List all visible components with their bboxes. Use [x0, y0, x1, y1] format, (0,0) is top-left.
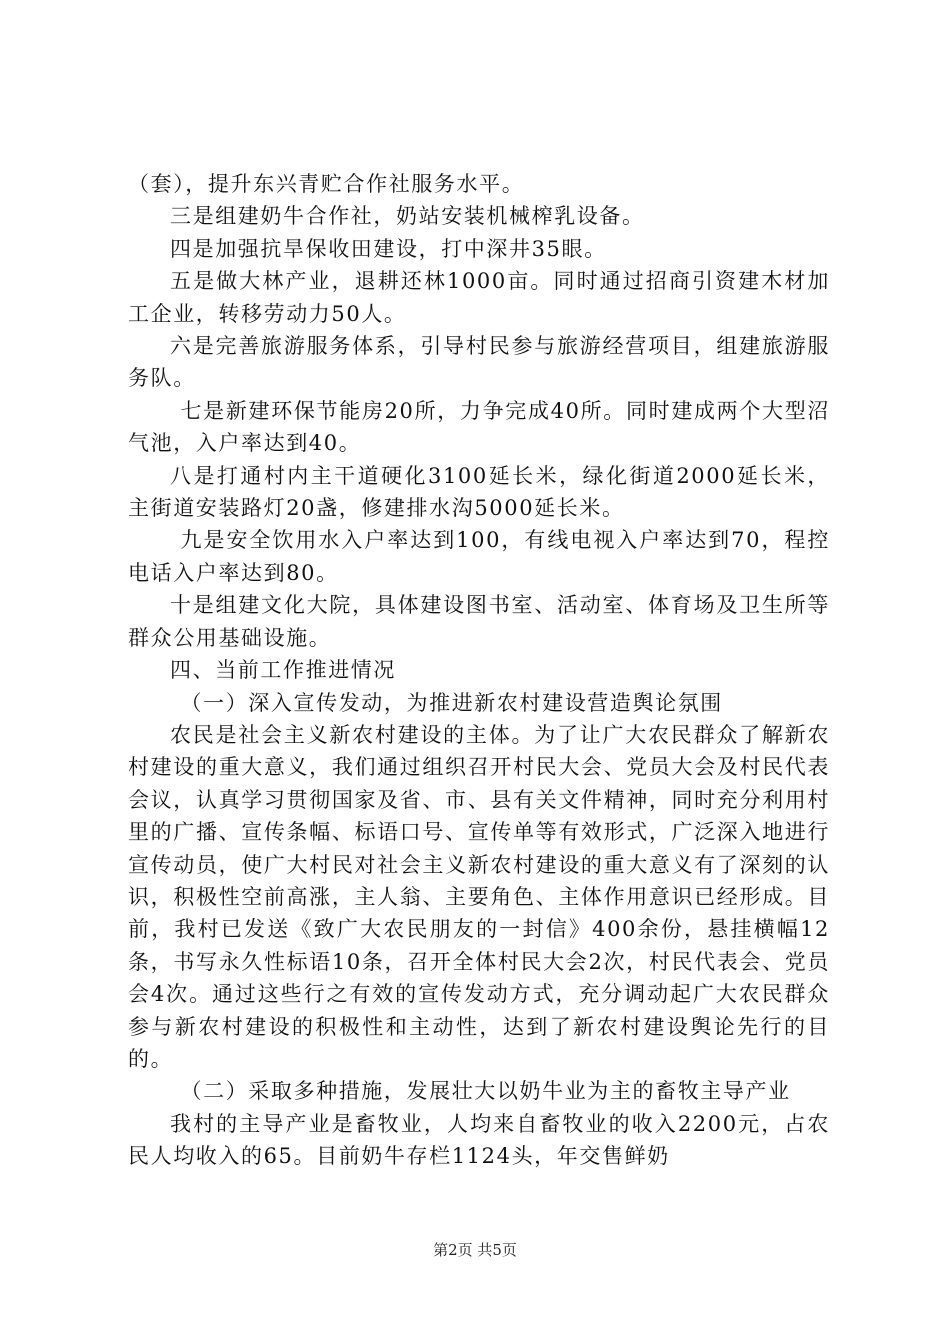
- paragraph-item-8: 八是打通村内主干道硬化3100延长米，绿化街道2000延长米，主街道安装路灯20盏，修建排水沟5000延长米。: [128, 463, 830, 521]
- page-footer: [0, 1240, 950, 1260]
- paragraph-item-7: 七是新建环保节能房20所，力争完成40所。同时建成两个大型沼气池，入户率达到40。: [128, 398, 830, 456]
- section-heading: 四、当前工作推进情况: [170, 658, 396, 683]
- document-body: [128, 168, 830, 1173]
- paragraph-continuation: （套），提升东兴青贮合作社服务水平。: [128, 172, 525, 196]
- paragraph-livestock: 我村的主导产业是畜牧业，人均来自畜牧业的收入2200元，占农民人均收入的65。目前奶牛存栏1124头，年交售鲜奶: [128, 1111, 830, 1169]
- paragraph-item-5: 五是做大林产业，退耕还林1000亩。同时通过招商引资建木材加工企业，转移劳动力50人。: [128, 269, 830, 326]
- paragraph-item-4: 四是加强抗旱保收田建设，打中深井35眼。: [170, 236, 607, 261]
- paragraph-item-10: 十是组建文化大院，具体建设图书室、活动室、体育场及卫生所等群众公用基础设施。: [128, 593, 830, 650]
- subsection-heading-1: （一）深入宣传发动，为推进新农村建设营造舆论氛围: [180, 690, 723, 715]
- paragraph-item-6: 六是完善旅游服务体系，引导村民参与旅游经营项目，组建旅游服务队。: [128, 334, 830, 391]
- subsection-heading-2: （二）采取多种措施，发展壮大以奶牛业为主的畜牧主导产业: [180, 1079, 791, 1104]
- paragraph-item-3: 三是组建奶牛合作社，奶站安装机械榨乳设备。: [170, 204, 645, 229]
- paragraph-publicity: 农民是社会主义新农村建设的主体。为了让广大农民群众了解新农村建设的重大意义，我们通过组织召开村民大会、党员大会及村民代表会议，认真学习贯彻国家及省、市、县有关文件精神，同时充分利用村里的广播、宣传条幅、标语口号、宣传单等有效形式，广泛深入地进行宣传动员，使广大村民对社会主义新农村建设的重大意义有了深刻的认识，积极性空前高涨，主人翁、主要角色、主体作用意识已经形成。目前，我村已发送《致广大农民朋友的一封信》400余份，悬挂横幅12条，书写永久性标语10条，召开全体村民大会2次，村民代表会、党员会4次。通过这些行之有效的宣传发动方式，充分调动起广大农民群众参与新农村建设的积极性和主动性，达到了新农村建设舆论先行的目的。: [128, 722, 830, 1071]
- paragraph-item-9: 九是安全饮用水入户率达到100，有线电视入户率达到70，程控电话入户率达到80。: [128, 528, 830, 585]
- page-number: 第2页 共5页: [433, 1241, 517, 1259]
